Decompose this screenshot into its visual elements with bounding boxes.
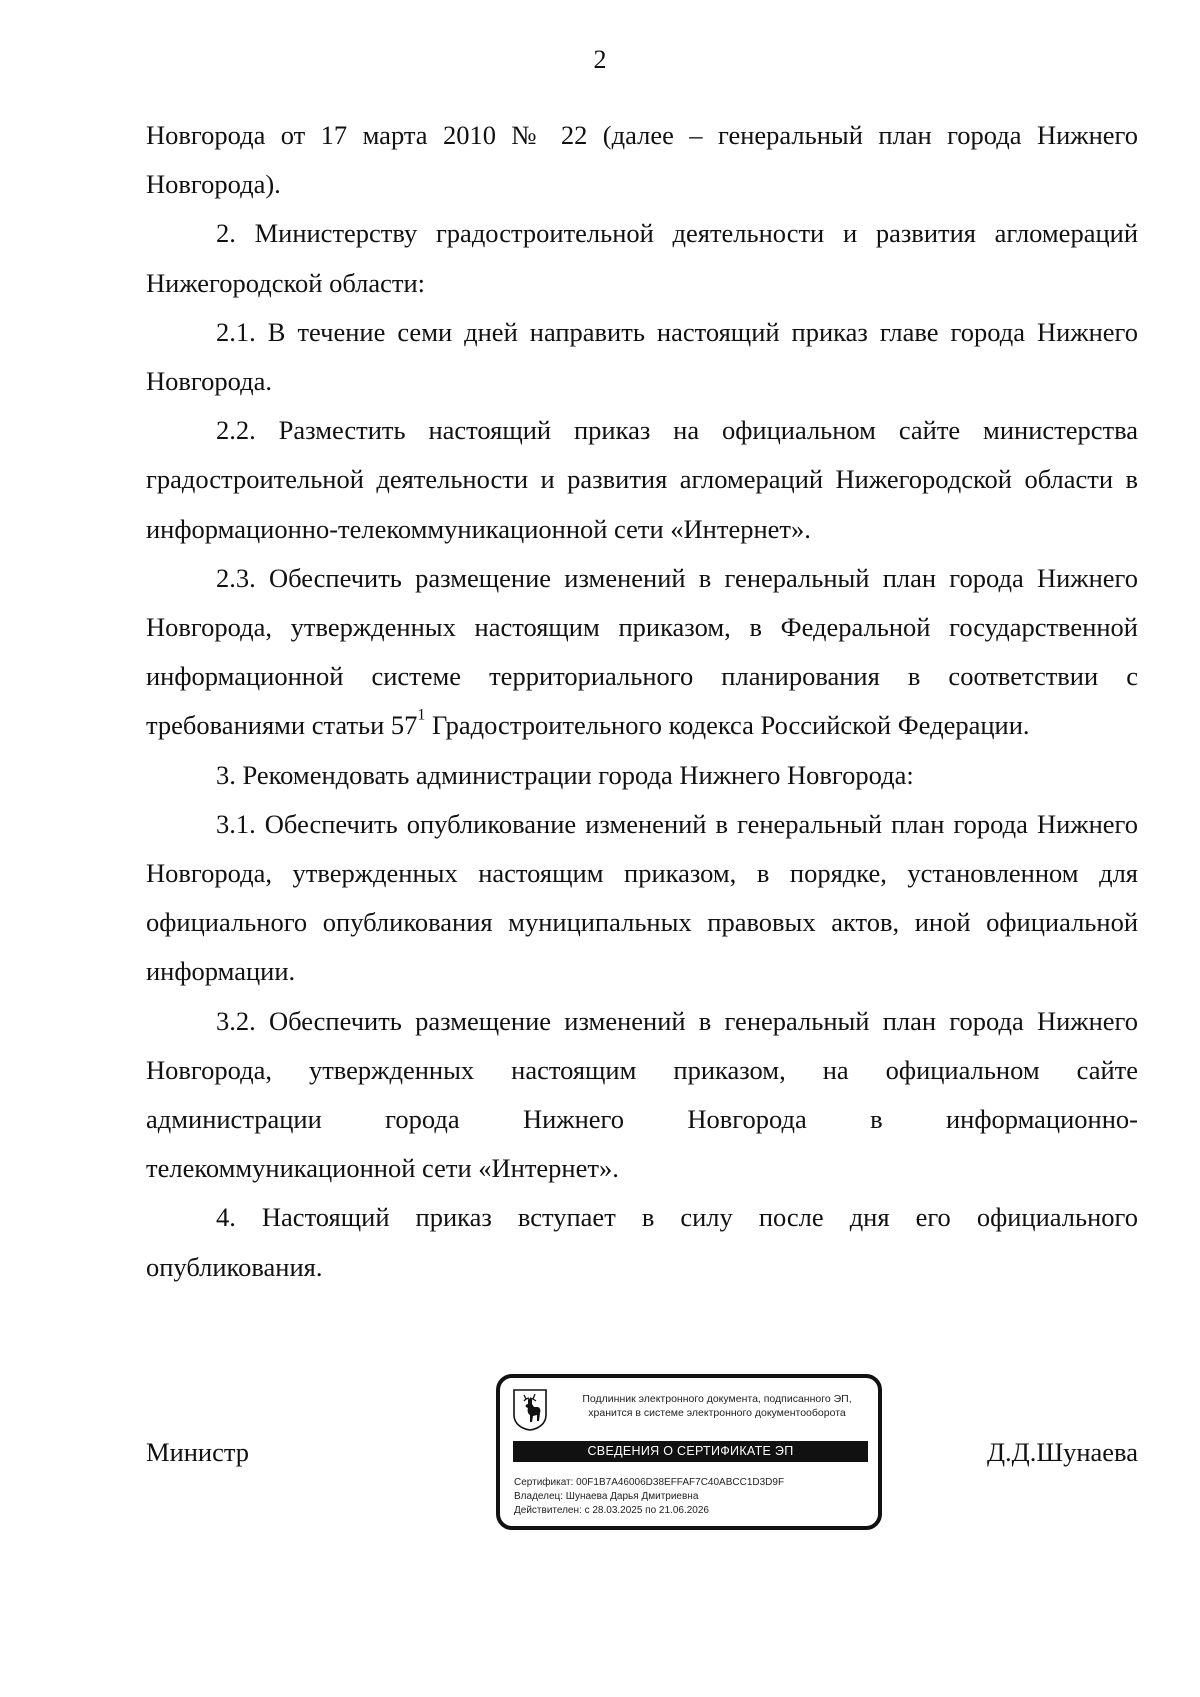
paragraph-item-3-2-part2: телекоммуникационной сети «Интернет». [146,1153,619,1184]
paragraph-text: 2.3. Обеспечить размещение изменений в генеральный план города Нижнего Новгорода, утвержденных настоящим приказом, в Федеральной государственной информационной системе территориального планирования в соответствии с требованиями статьи 57 [146,562,1138,741]
paragraph-continuation: Новгорода от 17 марта 2010 № 22 (далее – генеральный план города Нижнего Новгорода). [146,120,1138,200]
electronic-signature-stamp [496,1374,882,1530]
certificate-owner: Владелец: Шунаева Дарья Дмитриевна [514,1491,699,1502]
paragraph-item-3: 3. Рекомендовать администрации города Нижнего Новгорода: [216,759,914,790]
paragraph-item-2-1: 2.1. В течение семи дней направить настоящий приказ главе города Нижнего Новгорода. [146,316,1138,397]
paragraph-item-2-2: 2.2. Разместить настоящий приказ на официальном сайте министерства градостроительной деятельности и развития агломераций Нижегородской области в информационно-телекоммуникационной сети «Интернет». [146,415,1138,544]
paragraph-item-3-1: 3.1. Обеспечить опубликование изменений в генеральный план города Нижнего Новгорода, утвержденных настоящим приказом, в порядке, установленном для официального опубликования муниципальных правовых актов, иной официальной информации. [146,808,1138,987]
deer-emblem-icon [513,1389,547,1431]
certificate-validity: Действителен: с 28.03.2025 по 21.06.2026 [514,1505,709,1516]
paragraph-text: Градостроительного кодекса Российской Федерации. [425,710,1030,741]
paragraph-item-2: 2. Министерству градостроительной деятельности и развития агломераций Нижегородской области: [146,218,1138,298]
stamp-note [558,1392,876,1420]
superscript: 1 [417,707,426,725]
stamp-note-line: хранится в системе электронного документооборота [588,1407,846,1419]
document-body [146,111,1138,1292]
stamp-header: СВЕДЕНИЯ О СЕРТИФИКАТЕ ЭП [513,1441,868,1462]
signatory-position: Министр [146,1437,250,1467]
stamp-details [514,1476,874,1518]
paragraph-item-2-3 [146,554,1138,751]
paragraph-item-4: 4. Настоящий приказ вступает в силу после дня его официального опубликования. [146,1202,1138,1282]
certificate-number: Сертификат: 00F1B7A46006D38EFFAF7C40ABCC1D3D9F [514,1477,785,1488]
stamp-note-line: Подлинник электронного документа, подписанного ЭП, [582,1393,852,1405]
page-number: 2 [593,45,607,74]
signatory-name: Д.Д.Шунаева [986,1437,1138,1467]
paragraph-item-3-2-part1: 3.2. Обеспечить размещение изменений в генеральный план города Нижнего Новгорода, утвержденных настоящим приказом, на официальном сайте администрации города Нижнего Новгорода в информационно- [146,1005,1138,1135]
